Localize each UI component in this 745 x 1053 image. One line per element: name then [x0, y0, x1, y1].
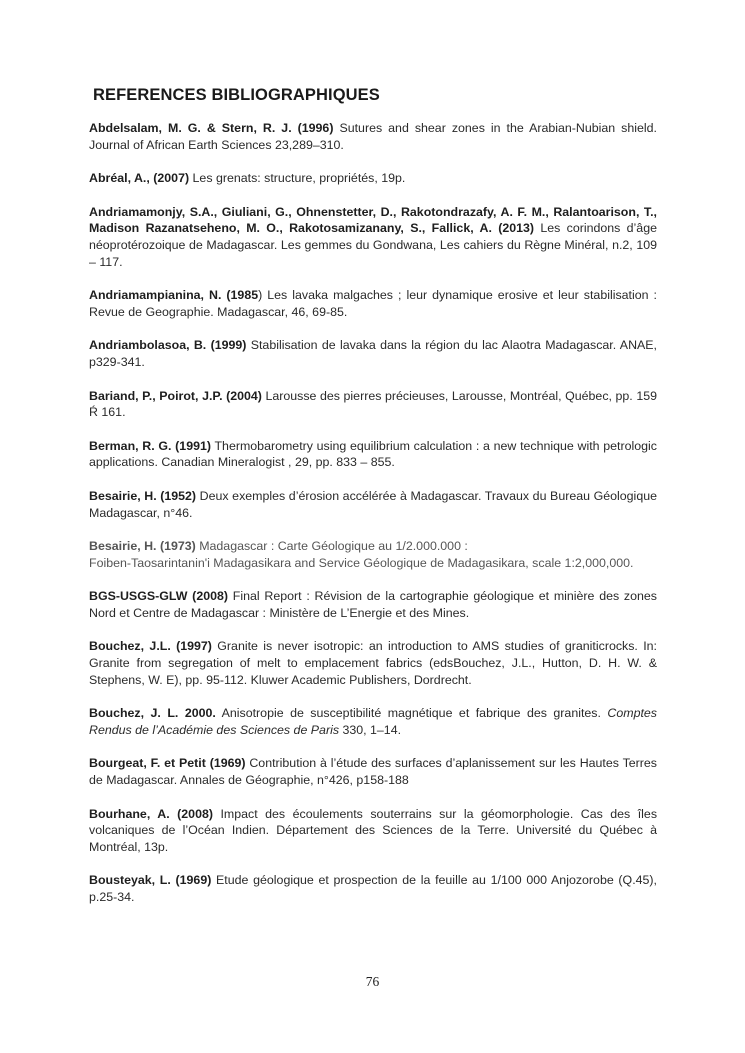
reference-text: Deux exemples d’érosion accélérée à Madagascar. Travaux du Bureau Géologique Madagascar, n°46.: [89, 488, 657, 520]
reference-entry: [89, 806, 657, 856]
reference-author: Abdelsalam, M. G. & Stern, R. J. (1996): [89, 121, 334, 135]
page-number: 76: [365, 974, 380, 989]
reference-text: Etude géologique et prospection de la feuille au 1/100 000 Anjozorobe (Q.45), p.25-34.: [89, 873, 657, 904]
reference-author: Besairie, H. (1973): [89, 539, 196, 554]
references-page: [89, 86, 657, 923]
reference-text: ) Les lavaka malgaches ; leur dynamique erosive et leur stabilisation : Revue de Geographie. Madagascar, 46, 69-85.: [89, 288, 657, 319]
reference-author: Bariand, P., Poirot, J.P. (2004): [89, 388, 262, 403]
reference-text: Sutures and shear zones in the Arabian-Nubian shield. Journal of African Earth Sciences 23,289–310.: [89, 121, 657, 152]
reference-entry: [89, 170, 657, 187]
reference-text: Madagascar : Carte Géologique au 1/2.000.000 :: [195, 539, 468, 554]
reference-entry: [89, 538, 657, 571]
reference-entry: [89, 438, 657, 471]
reference-journal: Comptes Rendus de l’Académie des Sciences de Paris: [89, 706, 657, 737]
reference-text: Contribution à l’étude des surfaces d’aplanissement sur les Hautes Terres de Madagascar. Annales de Géographie, n°426, p158-188: [89, 756, 657, 788]
page-title: REFERENCES BIBLIOGRAPHIQUES: [93, 86, 380, 104]
reference-author: Andriambolasoa, B. (1999): [89, 338, 247, 353]
reference-entry: [89, 388, 657, 421]
reference-author: Andriamampianina, N. (1985: [89, 288, 259, 303]
reference-entry: [89, 488, 657, 521]
reference-text: Final Report : Révision de la cartographie géologique et minière des zones Nord et Centre de Madagascar : Ministère de L’Energie et des Mines.: [89, 589, 657, 620]
reference-text: Anisotropie de susceptibilité magnétique et fabrique des granites.: [215, 706, 608, 721]
reference-entry: [89, 588, 657, 621]
reference-author: Abréal, A., (2007): [89, 171, 190, 186]
reference-author: Bouchez, J. L. 2000.: [89, 706, 216, 721]
reference-author: Bousteyak, L. (1969): [89, 873, 212, 888]
reference-author: Berman, R. G. (1991): [89, 438, 211, 453]
reference-text: Les corindons d’âge néoprotérozoique de Madagascar. Les gemmes du Gondwana, Les cahiers du Règne Minéral, n.2, 109 – 117.: [89, 221, 657, 269]
reference-author: BGS-USGS-GLW (2008): [89, 589, 229, 604]
reference-author: Bouchez, J.L. (1997): [89, 639, 212, 654]
reference-entry: [89, 755, 657, 788]
reference-entry: [89, 872, 657, 905]
reference-author: Besairie, H. (1952): [89, 488, 197, 503]
reference-entry: [89, 337, 657, 370]
reference-text: Stabilisation de lavaka dans la région du lac Alaotra Madagascar. ANAE, p329-341.: [89, 338, 657, 369]
reference-text: Impact des écoulements souterrains sur la géomorphologie. Cas des îles volcaniques de l’Océan Indien. Département des Sciences de la Terre. Université du Québec à Montréal, 13p.: [89, 806, 658, 854]
reference-text: Granite is never isotropic: an introduction to AMS studies of graniticrocks. In: Granite from segregation of melt to emplacement fabrics (edsBouchez, J.L., Hutton, D. H. W. & Stephens, W. E), pp. 95-112. Kluwer Academic Publishers, Dordrecht.: [89, 639, 657, 687]
reference-author: Bourhane, A. (2008): [89, 806, 213, 821]
reference-entry: [89, 705, 657, 738]
reference-entry: [89, 204, 657, 270]
reference-author: Bourgeat, F. et Petit (1969): [89, 756, 246, 771]
reference-text: Larousse des pierres précieuses, Larousse, Montréal, Québec, pp. 159 Ŕ 161.: [89, 388, 657, 420]
reference-text-after: 330, 1–14.: [339, 722, 402, 737]
reference-entry: [89, 638, 657, 688]
reference-entry: [89, 287, 657, 320]
reference-author: Andriamamonjy, S.A., Giuliani, G., Ohnenstetter, D., Rakotondrazafy, A. F. M., Ralantoarison, T., Madison Razanatseheno, M. O., Rakotosamizanany, S., Fallick, A. (2013): [89, 204, 657, 236]
reference-text: Les grenats: structure, propriétés, 19p.: [189, 171, 406, 186]
reference-text-continued: Foiben-Taosarintanin'i Madagasikara and Service Géologique de Madagasikara, scale 1:2,000,000.: [89, 555, 634, 570]
reference-entry: [89, 120, 657, 153]
reference-text: Thermobarometry using equilibrium calculation : a new technique with petrologic applications. Canadian Mineralogist , 29, pp. 833 – 855.: [89, 438, 657, 470]
